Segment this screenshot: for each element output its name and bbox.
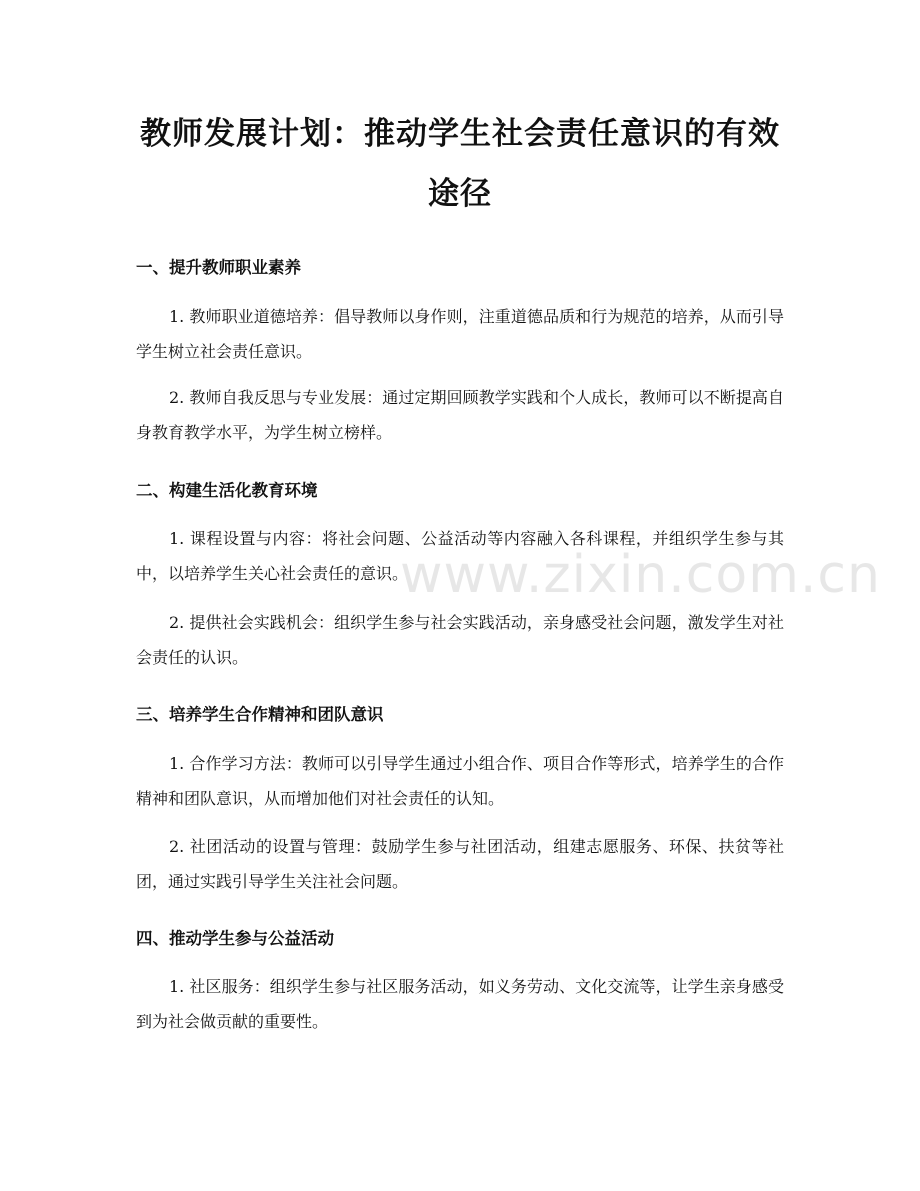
document-title: 教师发展计划：推动学生社会责任意识的有效途径 xyxy=(140,116,780,212)
watermark: www.zixin.com.cn xyxy=(400,545,881,605)
paragraph-1-2: 2. 教师自我反思与专业发展：通过定期回顾教学实践和个人成长，教师可以不断提高自身教育教学水平，为学生树立榜样。 xyxy=(136,388,784,442)
section-heading-1: 一、提升教师职业素养 xyxy=(136,258,301,277)
paragraph-2-1: 1. 课程设置与内容：将社会问题、公益活动等内容融入各科课程，并组织学生参与其中，以培养学生关心社会责任的意识。 xyxy=(136,529,784,583)
paragraph-3-1: 1. 合作学习方法：教师可以引导学生通过小组合作、项目合作等形式，培养学生的合作精神和团队意识，从而增加他们对社会责任的认知。 xyxy=(136,754,784,808)
paragraph-3-2: 2. 社团活动的设置与管理：鼓励学生参与社团活动，组建志愿服务、环保、扶贫等社团，通过实践引导学生关注社会问题。 xyxy=(136,837,784,891)
section-heading-3: 三、培养学生合作精神和团队意识 xyxy=(136,705,384,724)
paragraph-4-1: 1. 社区服务：组织学生参与社区服务活动，如义务劳动、文化交流等，让学生亲身感受到为社会做贡献的重要性。 xyxy=(136,977,784,1031)
section-heading-4: 四、推动学生参与公益活动 xyxy=(136,929,334,948)
paragraph-2-2: 2. 提供社会实践机会：组织学生参与社会实践活动，亲身感受社会问题，激发学生对社会责任的认识。 xyxy=(136,613,784,667)
paragraph-1-1: 1. 教师职业道德培养：倡导教师以身作则，注重道德品质和行为规范的培养，从而引导学生树立社会责任意识。 xyxy=(136,307,784,361)
section-heading-2: 二、构建生活化教育环境 xyxy=(136,481,318,500)
